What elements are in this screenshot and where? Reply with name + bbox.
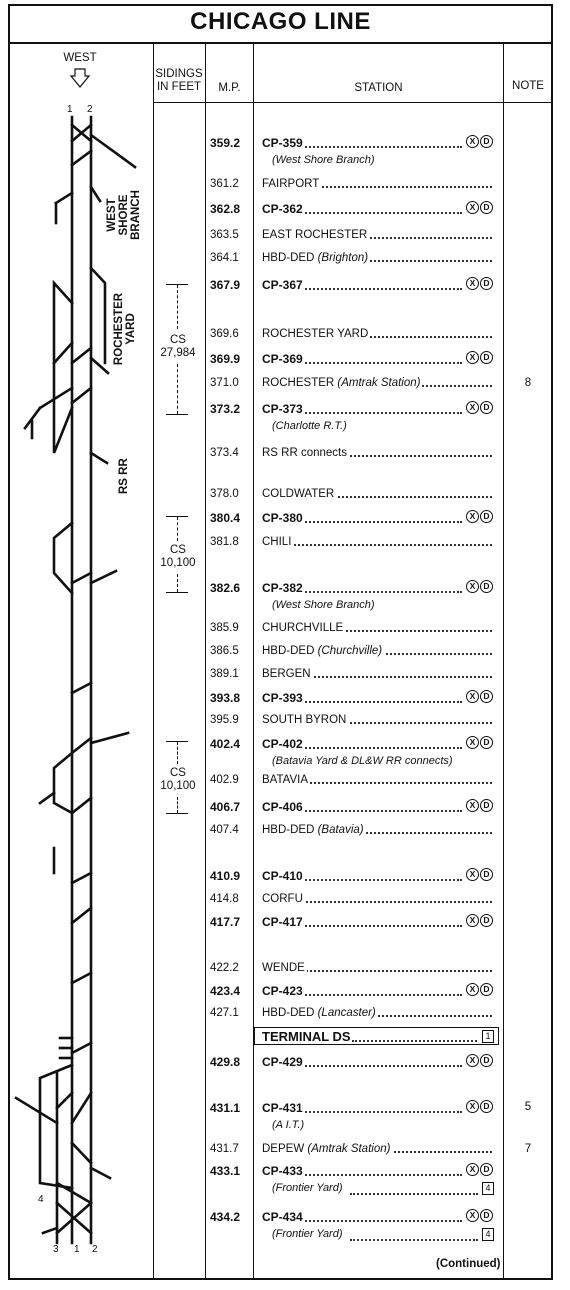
cp-marker-letter: X — [466, 799, 479, 812]
station-text: HBD-DED — [262, 1007, 315, 1019]
control-point-name — [262, 581, 462, 595]
control-point-name — [262, 511, 462, 525]
table-subrow — [0, 755, 570, 771]
station-text: HBD-DED — [262, 824, 315, 836]
table-row — [0, 691, 570, 707]
station-text: CP-429 — [262, 1055, 303, 1069]
station-label — [262, 1164, 305, 1178]
cp-marker-letter: D — [480, 690, 493, 703]
station-name — [262, 447, 492, 459]
rochester-yard-label: ROCHESTER YARD — [113, 292, 137, 366]
track-number-bottom: 3 — [53, 1244, 59, 1255]
station-text: ROCHESTER YARD — [262, 328, 369, 340]
station-location: (Batavia) — [317, 824, 364, 836]
station-text: CHILI — [262, 536, 292, 548]
milepost: 369.9 — [210, 352, 241, 366]
station-subnote: (West Shore Branch) — [272, 599, 375, 611]
cp-marker-icon — [466, 1100, 494, 1113]
table-row — [0, 511, 570, 527]
milepost: 395.9 — [210, 714, 239, 726]
station-label — [262, 774, 310, 786]
table-row — [0, 136, 570, 152]
milepost: 364.1 — [210, 252, 239, 264]
station-label — [262, 668, 313, 680]
table-row — [0, 893, 570, 909]
station-subnote: (Frontier Yard) — [272, 1228, 343, 1240]
station-name — [262, 178, 492, 190]
table-row — [0, 447, 570, 463]
cp-marker-letter: D — [480, 1163, 493, 1176]
cp-marker-letter: X — [466, 277, 479, 290]
station-location: (Churchville) — [317, 645, 383, 657]
station-label — [262, 278, 305, 292]
table-row — [0, 328, 570, 344]
station-name — [262, 252, 492, 264]
station-label — [262, 1055, 305, 1069]
control-point-name — [262, 984, 462, 998]
title-box — [8, 4, 553, 44]
control-point-name — [262, 402, 462, 416]
station-text: CP-359 — [262, 136, 303, 150]
cp-marker-letter: X — [466, 868, 479, 881]
milepost: 373.4 — [210, 447, 239, 459]
track-number-bottom: 2 — [92, 1244, 98, 1255]
table-row — [0, 962, 570, 978]
station-text: BERGEN — [262, 668, 311, 680]
cp-marker-letter: X — [466, 736, 479, 749]
cp-marker-letter: D — [480, 868, 493, 881]
station-name — [262, 622, 492, 634]
table-row — [0, 402, 570, 418]
station-location: (Brighton) — [317, 252, 369, 264]
station-header: STATION — [354, 82, 403, 94]
siding-length: 10,100 — [160, 780, 196, 792]
station-label — [262, 915, 305, 929]
station-text: CP-433 — [262, 1164, 303, 1178]
cp-marker-letter: D — [480, 277, 493, 290]
station-label — [262, 252, 370, 264]
control-point-name — [262, 869, 462, 883]
control-point-name — [262, 278, 462, 292]
station-label — [262, 691, 305, 705]
station-text: CORFU — [262, 893, 303, 905]
station-text: CP-434 — [262, 1210, 303, 1224]
station-location: (Amtrak Station) — [337, 377, 421, 389]
table-row — [0, 824, 570, 840]
table-row — [0, 668, 570, 684]
station-text: CHURCHVILLE — [262, 622, 344, 634]
station-name — [262, 1143, 492, 1155]
table-row — [0, 352, 570, 368]
cp-marker-letter: D — [480, 1209, 493, 1222]
station-label — [262, 136, 305, 150]
station-label — [262, 737, 305, 751]
note-header: NOTE — [512, 80, 544, 92]
station-text: ROCHESTER — [262, 377, 335, 389]
table-row — [0, 737, 570, 753]
station-text: BATAVIA — [262, 774, 309, 786]
station-label — [262, 328, 370, 340]
milepost: 393.8 — [210, 691, 241, 705]
cp-marker-letter: X — [466, 510, 479, 523]
cp-marker-letter: D — [480, 1054, 493, 1067]
page-title: CHICAGO LINE — [190, 8, 371, 35]
station-location: (Amtrak Station) — [307, 1143, 391, 1155]
station-text: CP-362 — [262, 202, 303, 216]
milepost: 380.4 — [210, 511, 241, 525]
milepost: 363.5 — [210, 229, 239, 241]
station-label — [262, 447, 349, 459]
station-label — [262, 229, 369, 241]
station-subnote: (West Shore Branch) — [272, 154, 375, 166]
cp-marker-letter: X — [466, 135, 479, 148]
table-row — [0, 581, 570, 597]
table-row — [0, 1101, 570, 1117]
station-subnote: (Charlotte R.T.) — [272, 420, 347, 432]
table-row — [0, 488, 570, 504]
station-name — [262, 377, 492, 389]
cp-marker-letter: X — [466, 1163, 479, 1176]
west-arrow-icon — [70, 67, 90, 89]
table-row — [0, 800, 570, 816]
station-label — [262, 714, 348, 726]
table-row — [0, 1143, 570, 1159]
station-label — [262, 202, 305, 216]
station-label — [262, 869, 305, 883]
cp-marker-icon — [466, 580, 494, 593]
dot-leader — [262, 544, 492, 546]
station-name — [262, 488, 492, 500]
milepost: 359.2 — [210, 136, 241, 150]
station-label — [262, 800, 305, 814]
station-text: CP-406 — [262, 800, 303, 814]
control-point-name — [262, 800, 462, 814]
station-text: CP-382 — [262, 581, 303, 595]
milepost: 378.0 — [210, 488, 239, 500]
cp-marker-letter: D — [480, 510, 493, 523]
west-shore-branch-label: WEST SHORE BRANCH — [106, 190, 142, 240]
table-subrow — [0, 420, 570, 436]
direction-header: WEST — [63, 52, 97, 64]
note-ref: 7 — [524, 1143, 532, 1155]
milepost: 373.2 — [210, 402, 241, 416]
terminal-label: TERMINAL DS — [262, 1029, 351, 1044]
station-text: DEPEW — [262, 1143, 305, 1155]
milepost: 414.8 — [210, 893, 239, 905]
station-label — [262, 352, 305, 366]
station-location: (Lancaster) — [317, 1007, 376, 1019]
table-row — [0, 714, 570, 730]
control-point-name — [262, 1210, 462, 1224]
note-ref: 8 — [524, 377, 532, 389]
station-subnote: (A I.T.) — [272, 1119, 305, 1131]
cp-marker-letter: X — [466, 1209, 479, 1222]
station-label — [262, 511, 305, 525]
cp-marker-letter: X — [466, 401, 479, 414]
milepost: 367.9 — [210, 278, 241, 292]
cp-marker-icon — [466, 799, 494, 812]
siding-label: CS — [170, 544, 186, 556]
station-text: RS RR connects — [262, 447, 348, 459]
control-point-name — [262, 352, 462, 366]
table-row — [0, 278, 570, 294]
cp-marker-icon — [466, 135, 494, 148]
header-underline — [153, 102, 553, 103]
milepost: 369.6 — [210, 328, 239, 340]
milepost: 406.7 — [210, 800, 241, 814]
cp-marker-letter: D — [480, 401, 493, 414]
station-name — [262, 893, 492, 905]
milepost: 402.4 — [210, 737, 241, 751]
control-point-name — [262, 1164, 462, 1178]
cp-marker-letter: X — [466, 914, 479, 927]
station-label — [262, 402, 305, 416]
cp-marker-letter: X — [466, 1100, 479, 1113]
table-row — [0, 536, 570, 552]
milepost: 381.8 — [210, 536, 239, 548]
station-text: CP-402 — [262, 737, 303, 751]
station-label — [262, 622, 345, 634]
siding-label: CS — [170, 334, 186, 346]
station-text: HBD-DED — [262, 252, 315, 264]
milepost: 371.0 — [210, 377, 239, 389]
station-text: CP-393 — [262, 691, 303, 705]
cp-marker-letter: D — [480, 201, 493, 214]
station-text: COLDWATER — [262, 488, 335, 500]
station-name — [262, 714, 492, 726]
control-point-name — [262, 915, 462, 929]
milepost: 386.5 — [210, 645, 239, 657]
cp-marker-letter: X — [466, 351, 479, 364]
station-name — [262, 824, 492, 836]
milepost: 382.6 — [210, 581, 241, 595]
cp-marker-icon — [466, 510, 494, 523]
cp-marker-icon — [466, 983, 494, 996]
milepost: 429.8 — [210, 1055, 241, 1069]
cp-marker-letter: X — [466, 1054, 479, 1067]
station-name — [262, 645, 492, 657]
table-row — [0, 377, 570, 393]
station-text: CP-369 — [262, 352, 303, 366]
cp-marker-icon — [466, 277, 494, 290]
milepost: 389.1 — [210, 668, 239, 680]
table-row — [0, 202, 570, 218]
table-subrow — [0, 1228, 570, 1244]
track-number-top: 1 — [67, 104, 73, 115]
station-name — [262, 328, 492, 340]
station-label — [262, 893, 305, 905]
siding-length: 10,100 — [160, 557, 196, 569]
cp-marker-icon — [466, 914, 494, 927]
station-name — [262, 229, 492, 241]
milepost: 361.2 — [210, 178, 239, 190]
table-row — [0, 252, 570, 268]
station-text: SOUTH BYRON — [262, 714, 347, 726]
station-label — [262, 645, 384, 657]
track-number-side: 4 — [38, 1194, 44, 1205]
station-text: FAIRPORT — [262, 178, 320, 190]
cp-marker-letter: D — [480, 580, 493, 593]
station-label — [262, 1210, 305, 1224]
terminal-footnote: 1 — [482, 1030, 494, 1043]
station-subnote: (Frontier Yard) — [272, 1182, 343, 1194]
station-text: WENDE — [262, 962, 305, 974]
milepost: 433.1 — [210, 1164, 241, 1178]
station-text: CP-417 — [262, 915, 303, 929]
table-row — [0, 774, 570, 790]
control-point-name — [262, 136, 462, 150]
control-point-name — [262, 737, 462, 751]
station-label — [262, 984, 305, 998]
station-name — [262, 536, 492, 548]
milepost: 427.1 — [210, 1007, 239, 1019]
track-number-top: 2 — [87, 104, 93, 115]
table-row — [0, 1164, 570, 1180]
milepost: 402.9 — [210, 774, 239, 786]
continued-label: (Continued) — [436, 1258, 501, 1270]
cp-marker-letter: D — [480, 983, 493, 996]
table-subrow — [0, 1119, 570, 1135]
cp-marker-letter: X — [466, 201, 479, 214]
station-label — [262, 824, 366, 836]
table-row — [0, 869, 570, 885]
milepost: 431.1 — [210, 1101, 241, 1115]
cp-marker-icon — [466, 736, 494, 749]
siding-length: 27,984 — [160, 347, 196, 359]
station-text: CP-423 — [262, 984, 303, 998]
station-text: EAST ROCHESTER — [262, 229, 368, 241]
station-label — [262, 488, 336, 500]
milepost: 422.2 — [210, 962, 239, 974]
station-text: HBD-DED — [262, 645, 315, 657]
cp-marker-letter: D — [480, 914, 493, 927]
control-point-name — [262, 1055, 462, 1069]
cp-marker-icon — [466, 201, 494, 214]
footnote-ref: 4 — [482, 1228, 494, 1241]
track-number-bottom: 1 — [74, 1244, 80, 1255]
table-row — [0, 645, 570, 661]
milepost: 385.9 — [210, 622, 239, 634]
control-point-name — [262, 691, 462, 705]
table-row — [0, 1055, 570, 1071]
table-row — [0, 178, 570, 194]
cp-marker-letter: D — [480, 799, 493, 812]
table-subrow — [0, 1182, 570, 1198]
control-point-name — [262, 1101, 462, 1115]
cp-marker-icon — [466, 1054, 494, 1067]
dot-leader — [350, 1193, 478, 1195]
table-row — [0, 915, 570, 931]
table-row — [0, 1210, 570, 1226]
station-label — [262, 178, 321, 190]
milepost: 434.2 — [210, 1210, 241, 1224]
milepost: 431.7 — [210, 1143, 239, 1155]
station-label — [262, 1007, 378, 1019]
station-label — [262, 1143, 392, 1155]
cp-marker-letter: X — [466, 983, 479, 996]
table-row — [0, 622, 570, 638]
station-label — [262, 536, 293, 548]
station-label — [262, 962, 307, 974]
station-label — [262, 581, 305, 595]
station-text: CP-410 — [262, 869, 303, 883]
station-name — [262, 1007, 492, 1019]
table-row — [0, 229, 570, 245]
cp-marker-letter: X — [466, 580, 479, 593]
siding-label: CS — [170, 767, 186, 779]
mp-header: M.P. — [218, 82, 241, 94]
table-subrow — [0, 599, 570, 615]
cp-marker-letter: D — [480, 135, 493, 148]
station-text: CP-380 — [262, 511, 303, 525]
station-text: CP-431 — [262, 1101, 303, 1115]
cp-marker-icon — [466, 401, 494, 414]
cp-marker-letter: X — [466, 690, 479, 703]
milepost: 423.4 — [210, 984, 241, 998]
station-text: CP-373 — [262, 402, 303, 416]
cp-marker-letter: D — [480, 736, 493, 749]
cp-marker-letter: D — [480, 351, 493, 364]
milepost: 362.8 — [210, 202, 241, 216]
note-ref: 5 — [524, 1101, 532, 1113]
cp-marker-icon — [466, 690, 494, 703]
terminal-leader — [352, 1040, 477, 1042]
footnote-ref: 4 — [482, 1182, 494, 1195]
milepost: 410.9 — [210, 869, 241, 883]
station-name — [262, 668, 492, 680]
table-row — [0, 984, 570, 1000]
dot-leader — [350, 1239, 478, 1241]
table-subrow — [0, 154, 570, 170]
sidings-header: SIDINGS IN FEET — [155, 68, 203, 93]
station-name — [262, 962, 492, 974]
cp-marker-icon — [466, 1163, 494, 1176]
station-subnote: (Batavia Yard & DL&W RR connects) — [272, 755, 453, 767]
control-point-name — [262, 202, 462, 216]
cp-marker-icon — [466, 1209, 494, 1222]
station-text: CP-367 — [262, 278, 303, 292]
table-row — [0, 1007, 570, 1023]
station-label — [262, 377, 422, 389]
cp-marker-letter: D — [480, 1100, 493, 1113]
station-name — [262, 774, 492, 786]
station-label — [262, 1101, 305, 1115]
milepost: 417.7 — [210, 915, 241, 929]
milepost: 407.4 — [210, 824, 239, 836]
cp-marker-icon — [466, 868, 494, 881]
rs-rr-label: RS RR — [118, 458, 130, 494]
cp-marker-icon — [466, 351, 494, 364]
